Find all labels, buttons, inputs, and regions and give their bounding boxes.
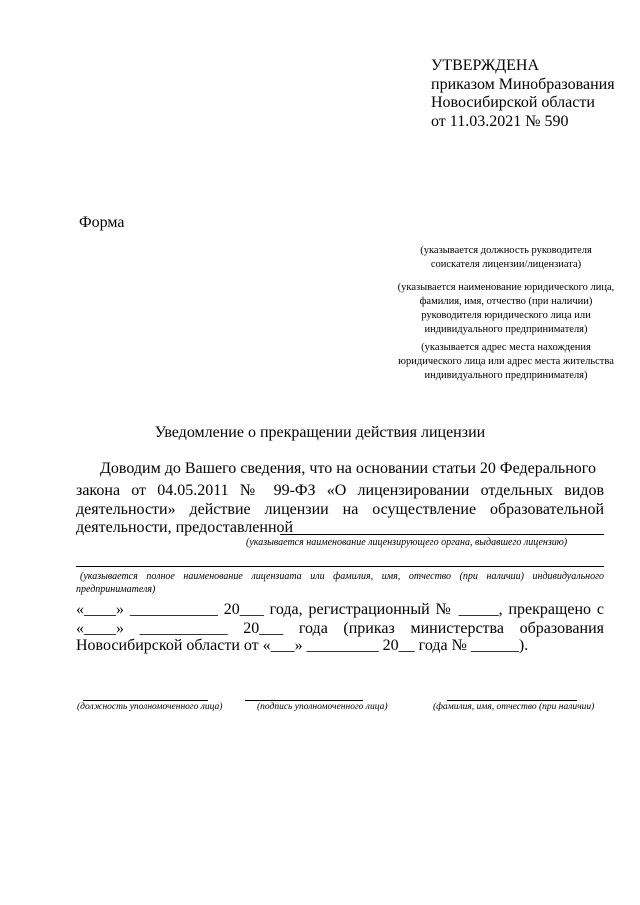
hint-line: индивидуального предпринимателя)	[424, 370, 588, 381]
hint-line: (указывается должность руководителя	[420, 245, 592, 256]
document-title: Уведомление о прекращении действия лицензии	[154, 424, 486, 441]
approval-line: от 11.03.2021 № 590	[431, 112, 569, 130]
body-line-5: «____» ___________ 20___ года, регистрационный № _____, прекращено с	[76, 601, 604, 618]
hint-signature-sign: (подпись уполномоченного лица)	[257, 702, 388, 712]
hint-address	[372, 341, 640, 383]
hint-signature-position: (должность уполномоченного лица)	[77, 702, 223, 712]
issuer-blank[interactable]	[280, 534, 604, 535]
approval-line: Новосибирской области	[431, 94, 595, 111]
hint-line: соискателя лицензии/лицензиата)	[430, 259, 582, 270]
hint-licensee-1: (указывается полное наименование лицензиата или фамилия, имя, отчество (при наличии) индивидуального	[80, 571, 604, 582]
approval-block	[431, 57, 615, 131]
licensee-blank[interactable]	[76, 566, 604, 567]
hint-line: фамилия, имя, отчество (при наличии)	[419, 296, 593, 307]
hint-line: (указывается адрес места нахождения	[421, 342, 591, 353]
body-line-6: «____» ___________ 20___ года (приказ министерства образования	[76, 620, 604, 637]
approval-line: приказом Минобразования	[431, 75, 615, 93]
position-blank[interactable]	[83, 700, 208, 701]
fullname-blank[interactable]	[447, 700, 577, 701]
hint-line: юридического лица или адрес места жительства	[398, 356, 614, 367]
hint-addressee-name	[372, 281, 640, 337]
body-line-3: деятельности» действие лицензии на осуществление образовательной	[76, 501, 604, 518]
hint-head-position	[372, 244, 640, 272]
body-line-1: Доводим до Вашего сведения, что на основании статьи 20 Федерального	[100, 460, 596, 477]
body-line-2: закона от 04.05.2011 № 99-ФЗ «О лицензировании отдельных видов	[76, 482, 604, 499]
hint-issuer: (указывается наименование лицензирующего органа, выдавшего лицензию)	[246, 537, 568, 548]
hint-line: руководителя юридического лица или	[421, 310, 591, 321]
hint-signature-fullname: (фамилия, имя, отчество (при наличии)	[433, 702, 595, 712]
hint-line: индивидуального предпринимателя)	[424, 324, 588, 335]
body-line-7: Новосибирской области от «___» _________ 20__ года № ______).	[76, 637, 529, 654]
signature-blank[interactable]	[245, 700, 363, 701]
hint-licensee-2: предпринимателя)	[76, 584, 156, 595]
approval-line: УТВЕРЖДЕНА	[431, 57, 540, 74]
body-line-4: деятельности, предоставленной	[76, 519, 294, 536]
form-label: Форма	[79, 214, 125, 231]
hint-line: (указывается наименование юридического лица,	[397, 282, 615, 293]
